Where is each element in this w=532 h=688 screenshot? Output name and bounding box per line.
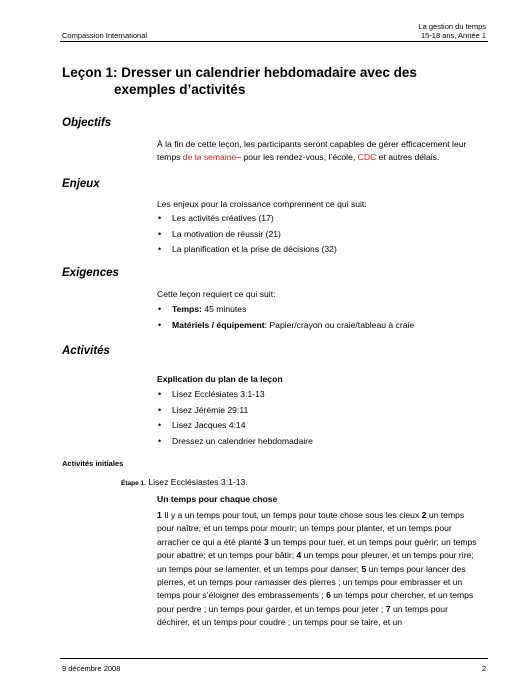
activites-initiales-heading: Activités initiales xyxy=(62,459,124,468)
header-org: Compassion International xyxy=(62,31,148,40)
objectifs-text: À la fin de cette leçon, les participants seront capables de gérer efficacement leur temps de la semaine– pour les rendez-vous, l’école, CDC et autres délais. xyxy=(157,139,467,162)
header-course-title: La gestion du temps xyxy=(418,22,486,31)
enjeux-intro: Les enjeux pour la croissance comprennent ce qui suit: xyxy=(157,199,367,209)
link-cdc[interactable]: CDC xyxy=(357,152,377,162)
list-item: • La planification et la prise de décisions (32) xyxy=(157,244,487,255)
lesson-title-line1: Leçon 1: Dresser un calendrier hebdomadaire avec des xyxy=(62,65,417,80)
link-de-la-semaine[interactable]: de la semaine xyxy=(182,152,237,162)
list-item: • Les activités créatives (17) xyxy=(157,213,487,224)
exigences-list xyxy=(157,304,487,335)
passage-title: Un temps pour chaque chose xyxy=(157,494,278,504)
list-item: • Dressez un calendrier hebdomadaire xyxy=(157,436,487,447)
page-number: 2 xyxy=(481,664,486,673)
section-heading-activites: Activités xyxy=(62,345,110,357)
list-item: • Lisez Jacques 4:14 xyxy=(157,420,487,431)
plan-heading: Explication du plan de la leçon xyxy=(157,374,283,384)
lesson-title-line2: exemples d’activités xyxy=(114,82,246,97)
header-rule xyxy=(60,41,488,42)
scripture-passage: 1 Il y a un temps pour tout, un temps pour toute chose sous les cieux 2 un temps pour naître, et un temps pour mourir; un temps pour planter, et un temps pour arracher ce qui a été planté 3 un temps pour tuer, et un temps pour guérir; un temps pour abattre; et un temps pour bâtir; 4 un temps pour pleurer, et un temps pour rire; un temps pour se lamenter, et un temps pour danser; 5 un temps pour lancer des pierres, et un temps pour ramasser des pierres ; un temps pour embrasser et un temps pour s’éloigner des embrassements ; 6 un temps pour chercher, et un temps pour perdre ; un temps pour garder, et un temps pour jeter ; 7 un temps pour déchirer, et un temps pour coudre ; un temps pour se taire, et un xyxy=(157,510,477,628)
footer-date: 9 décembre 2008 xyxy=(62,664,121,673)
section-heading-objectifs: Objectifs xyxy=(62,117,112,129)
header-course-level: 15-18 ans, Année 1 xyxy=(420,31,486,40)
step-label: Étape 1. xyxy=(121,480,146,487)
list-item: • La motivation de réussir (21) xyxy=(157,229,487,240)
list-item: • Lisez Jérémie 29:11 xyxy=(157,405,487,416)
list-item-temps: • Temps: 45 minutes xyxy=(157,304,487,315)
enjeux-list xyxy=(157,213,487,260)
header-course-info xyxy=(418,22,486,40)
list-item: • Lisez Ecclésiates 3:1-13 xyxy=(157,389,487,400)
section-heading-enjeux: Enjeux xyxy=(62,178,100,190)
lesson-title xyxy=(62,64,482,98)
plan-list xyxy=(157,389,487,451)
section-heading-exigences: Exigences xyxy=(62,267,119,279)
step-1: Étape 1. Lisez Ecclésiastes 3:1-13. xyxy=(121,477,248,487)
list-item-materiels: • Matériels / équipement: Papier/crayon ou craie/tableau à craie xyxy=(157,320,487,331)
exigences-intro: Cette leçon requiert ce qui suit: xyxy=(157,289,276,299)
footer-rule xyxy=(60,658,488,659)
